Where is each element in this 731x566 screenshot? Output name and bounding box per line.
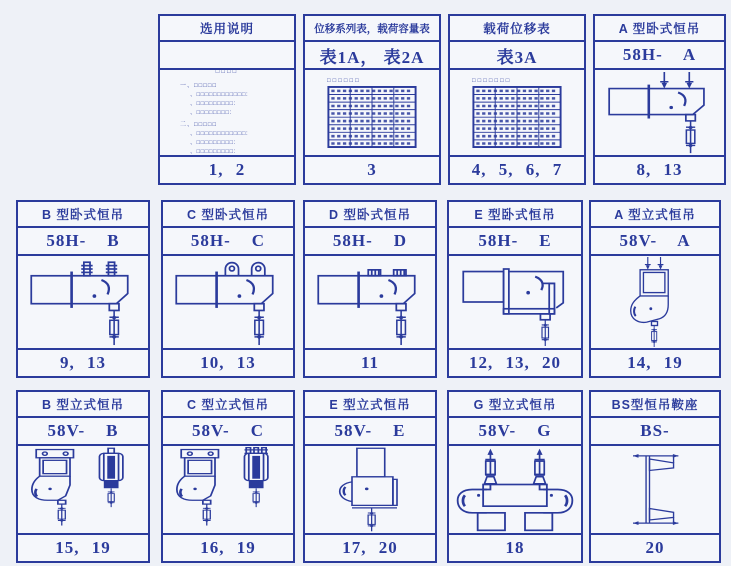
spec-line: 一、□□□□□ [180,83,218,89]
panel-pages: 12, 13, 20 [449,348,581,376]
spec-text-block [160,70,294,155]
panel-title: 选用说明 [160,16,294,42]
d-horizontal-hanger-drawing [313,258,427,346]
bs-saddle-drawing [622,447,688,532]
b-horizontal-hanger-drawing [26,258,140,346]
spec-line: □□□□ [215,70,239,75]
spec-line: 二、□□□□□ [180,122,218,128]
panel-pages: 10, 13 [163,348,293,376]
panel-subtitle [160,42,294,70]
panel-displacement-series-table [303,14,441,185]
spec-line: 、□□□□□□□□□: [190,149,236,155]
panel-title: A 型立式恒吊 [591,202,719,228]
panel-type-b-vertical [16,390,150,563]
panel-type-e-vertical [303,390,437,563]
panel-pages: 1, 2 [160,155,294,183]
panel-subtitle: 58H- B [18,228,148,256]
panel-body [18,256,148,348]
panel-title: C 型立式恒吊 [163,392,293,418]
panel-pages: 3 [305,155,439,183]
spec-line: 、□□□□□□□□□□□□: [190,92,249,98]
panel-type-b-horizontal [16,200,150,378]
panel-pages: 9, 13 [18,348,148,376]
panel-type-c-vertical [161,390,295,563]
panel-title: G 型立式恒吊 [449,392,581,418]
panel-body [305,70,439,155]
panel-pages: 20 [591,533,719,561]
mini-table-drawing [326,86,418,148]
panel-body [449,256,581,348]
panel-pages: 4, 5, 6, 7 [450,155,584,183]
panel-title: B 型卧式恒吊 [18,202,148,228]
panel-subtitle: BS- [591,418,719,446]
c-vertical-hanger-drawing [176,447,280,532]
panel-body [449,446,581,533]
panel-subtitle: 58V- B [18,418,148,446]
spec-line: 、□□□□□□□□□: [190,101,236,107]
c-horizontal-hanger-drawing [171,258,285,346]
panel-type-g-vertical [447,390,583,563]
panel-subtitle: 58V- A [591,228,719,256]
panel-title: C 型卧式恒吊 [163,202,293,228]
panel-title: BS型恒吊鞍座 [591,392,719,418]
panel-type-a-horizontal [593,14,726,185]
spec-line: 、□□□□□□□□□□□□: [190,131,249,137]
spec-line: 、□□□□□□□□□: [190,140,236,146]
panel-subtitle: 表1A， 表2A [305,42,439,70]
panel-title: E 型卧式恒吊 [449,202,581,228]
panel-bs-saddle [589,390,721,563]
panel-subtitle: 58H- D [305,228,435,256]
panel-pages: 8, 13 [595,155,724,183]
spec-line: 、□□□□□□□□: [190,110,232,116]
panel-body [591,446,719,533]
panel-body [591,256,719,348]
panel-subtitle: 表3A [450,42,584,70]
panel-body [305,446,435,533]
panel-type-a-vertical [589,200,721,378]
panel-subtitle: 58H- C [163,228,293,256]
panel-title: 位移系列表，载荷容量表 [305,16,439,42]
panel-body [163,256,293,348]
panel-subtitle: 58V- E [305,418,435,446]
panel-pages: 15, 19 [18,533,148,561]
panel-body [595,70,724,155]
a-horizontal-hanger-drawing [604,72,716,154]
panel-subtitle: 58V- C [163,418,293,446]
e-horizontal-hanger-drawing [458,258,572,346]
mini-table-drawing [471,86,563,148]
panel-title: 载荷位移表 [450,16,584,42]
panel-pages: 16, 19 [163,533,293,561]
panel-subtitle: 58H- A [595,42,724,70]
panel-subtitle: 58H- E [449,228,581,256]
panel-title: B 型立式恒吊 [18,392,148,418]
panel-type-e-horizontal [447,200,583,378]
panel-selection-notes [158,14,296,185]
panel-body [18,446,148,533]
panel-body [163,446,293,533]
panel-load-displacement-table [448,14,586,185]
panel-body [160,70,294,155]
panel-pages: 17, 20 [305,533,435,561]
panel-pages: 11 [305,348,435,376]
panel-body [305,256,435,348]
panel-title: E 型立式恒吊 [305,392,435,418]
panel-pages: 14, 19 [591,348,719,376]
mini-table-caption: □□□□□□□ [472,77,512,84]
panel-type-d-horizontal [303,200,437,378]
panel-pages: 18 [449,533,581,561]
mini-table-caption: □□□□□□ [327,77,361,84]
panel-body [450,70,584,155]
panel-title: D 型卧式恒吊 [305,202,435,228]
e-vertical-hanger-drawing [325,447,415,532]
g-vertical-hanger-drawing [454,447,576,532]
panel-subtitle: 58V- G [449,418,581,446]
panel-title: A 型卧式恒吊 [595,16,724,42]
panel-type-c-horizontal [161,200,295,378]
b-vertical-hanger-drawing [31,447,135,532]
a-vertical-hanger-drawing [622,257,689,347]
